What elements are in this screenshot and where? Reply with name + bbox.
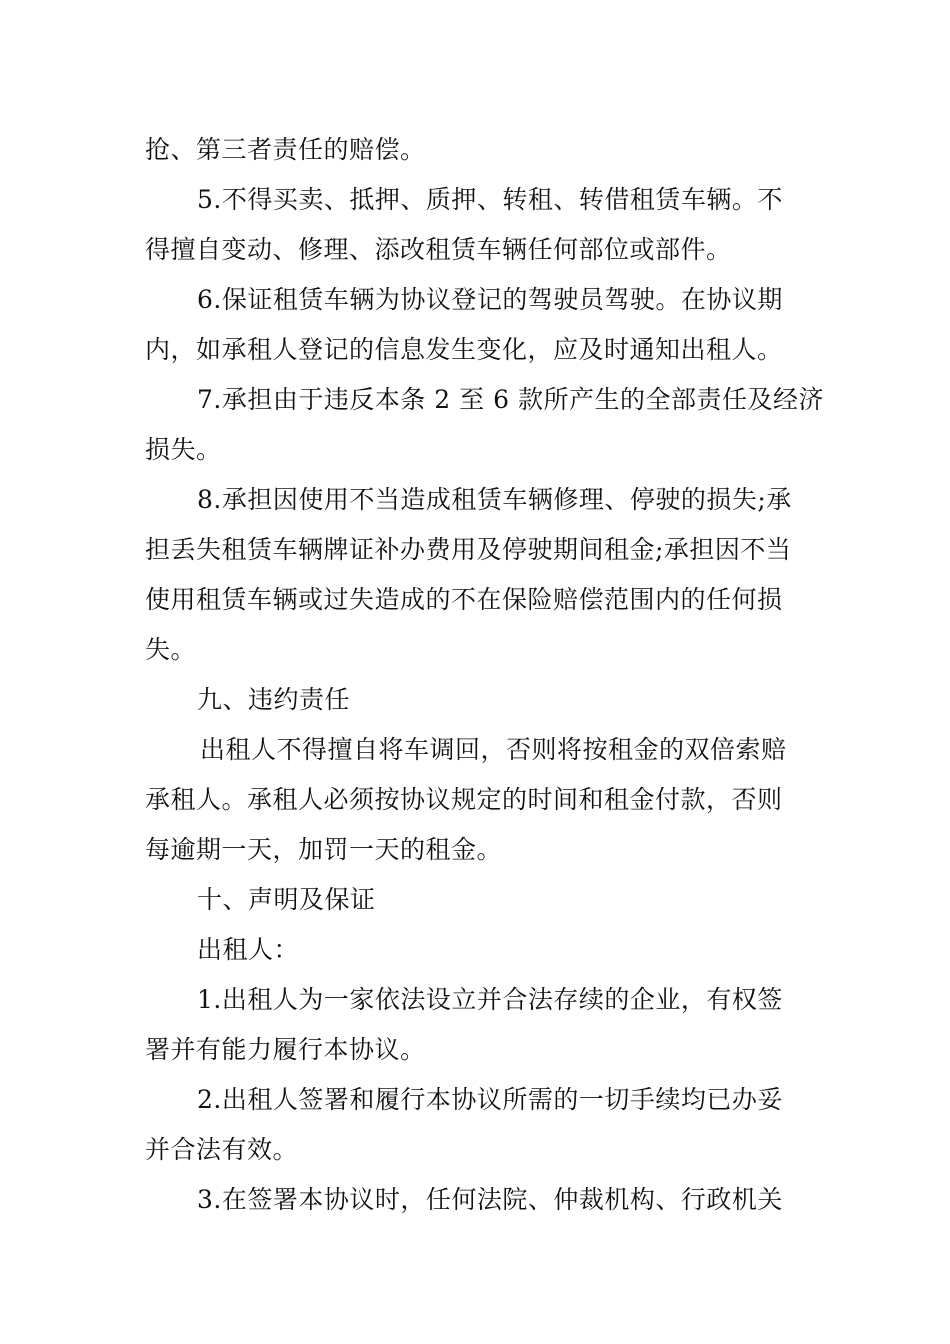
text-line: 每逾期一天，加罚一天的租金。 — [145, 835, 503, 864]
text-line: 得擅自变动、修理、添改租赁车辆任何部位或部件。 — [145, 235, 732, 264]
text-line: 并合法有效。 — [145, 1135, 299, 1164]
text-line: 出租人： — [197, 935, 300, 964]
text-line: 5.不得买卖、抵押、质押、转租、转借租赁车辆。不 — [197, 185, 783, 214]
text-line: 3.在签署本协议时，任何法院、仲裁机构、行政机关 — [197, 1185, 783, 1214]
text-line: 担丢失租赁车辆牌证补办费用及停驶期间租金;承担因不当 — [145, 535, 792, 564]
text-line: 8.承担因使用不当造成租赁车辆修理、停驶的损失;承 — [197, 485, 792, 514]
text-line: 承租人。承租人必须按协议规定的时间和租金付款，否则 — [145, 785, 783, 814]
text-line: 7.承担由于违反本条 2 至 6 款所产生的全部责任及经济 — [197, 385, 824, 414]
text-line: 内，如承租人登记的信息发生变化，应及时通知出租人。 — [145, 335, 783, 364]
text-line: 抢、第三者责任的赔偿。 — [145, 135, 426, 164]
section-heading: 十、声明及保证 — [197, 885, 376, 914]
section-heading: 九、违约责任 — [197, 685, 351, 714]
text-line: 损失。 — [145, 435, 222, 464]
text-line: 使用租赁车辆或过失造成的不在保险赔偿范围内的任何损 — [145, 585, 783, 614]
text-line: 1.出租人为一家依法设立并合法存续的企业，有权签 — [197, 985, 783, 1014]
text-line: 署并有能力履行本协议。 — [145, 1035, 426, 1064]
text-line: 2.出租人签署和履行本协议所需的一切手续均已办妥 — [197, 1085, 783, 1114]
text-line: 失。 — [145, 635, 197, 664]
text-line: 6.保证租赁车辆为协议登记的驾驶员驾驶。在协议期 — [197, 285, 783, 314]
text-line: 出租人不得擅自将车调回，否则将按租金的双倍索赔 — [200, 735, 787, 764]
